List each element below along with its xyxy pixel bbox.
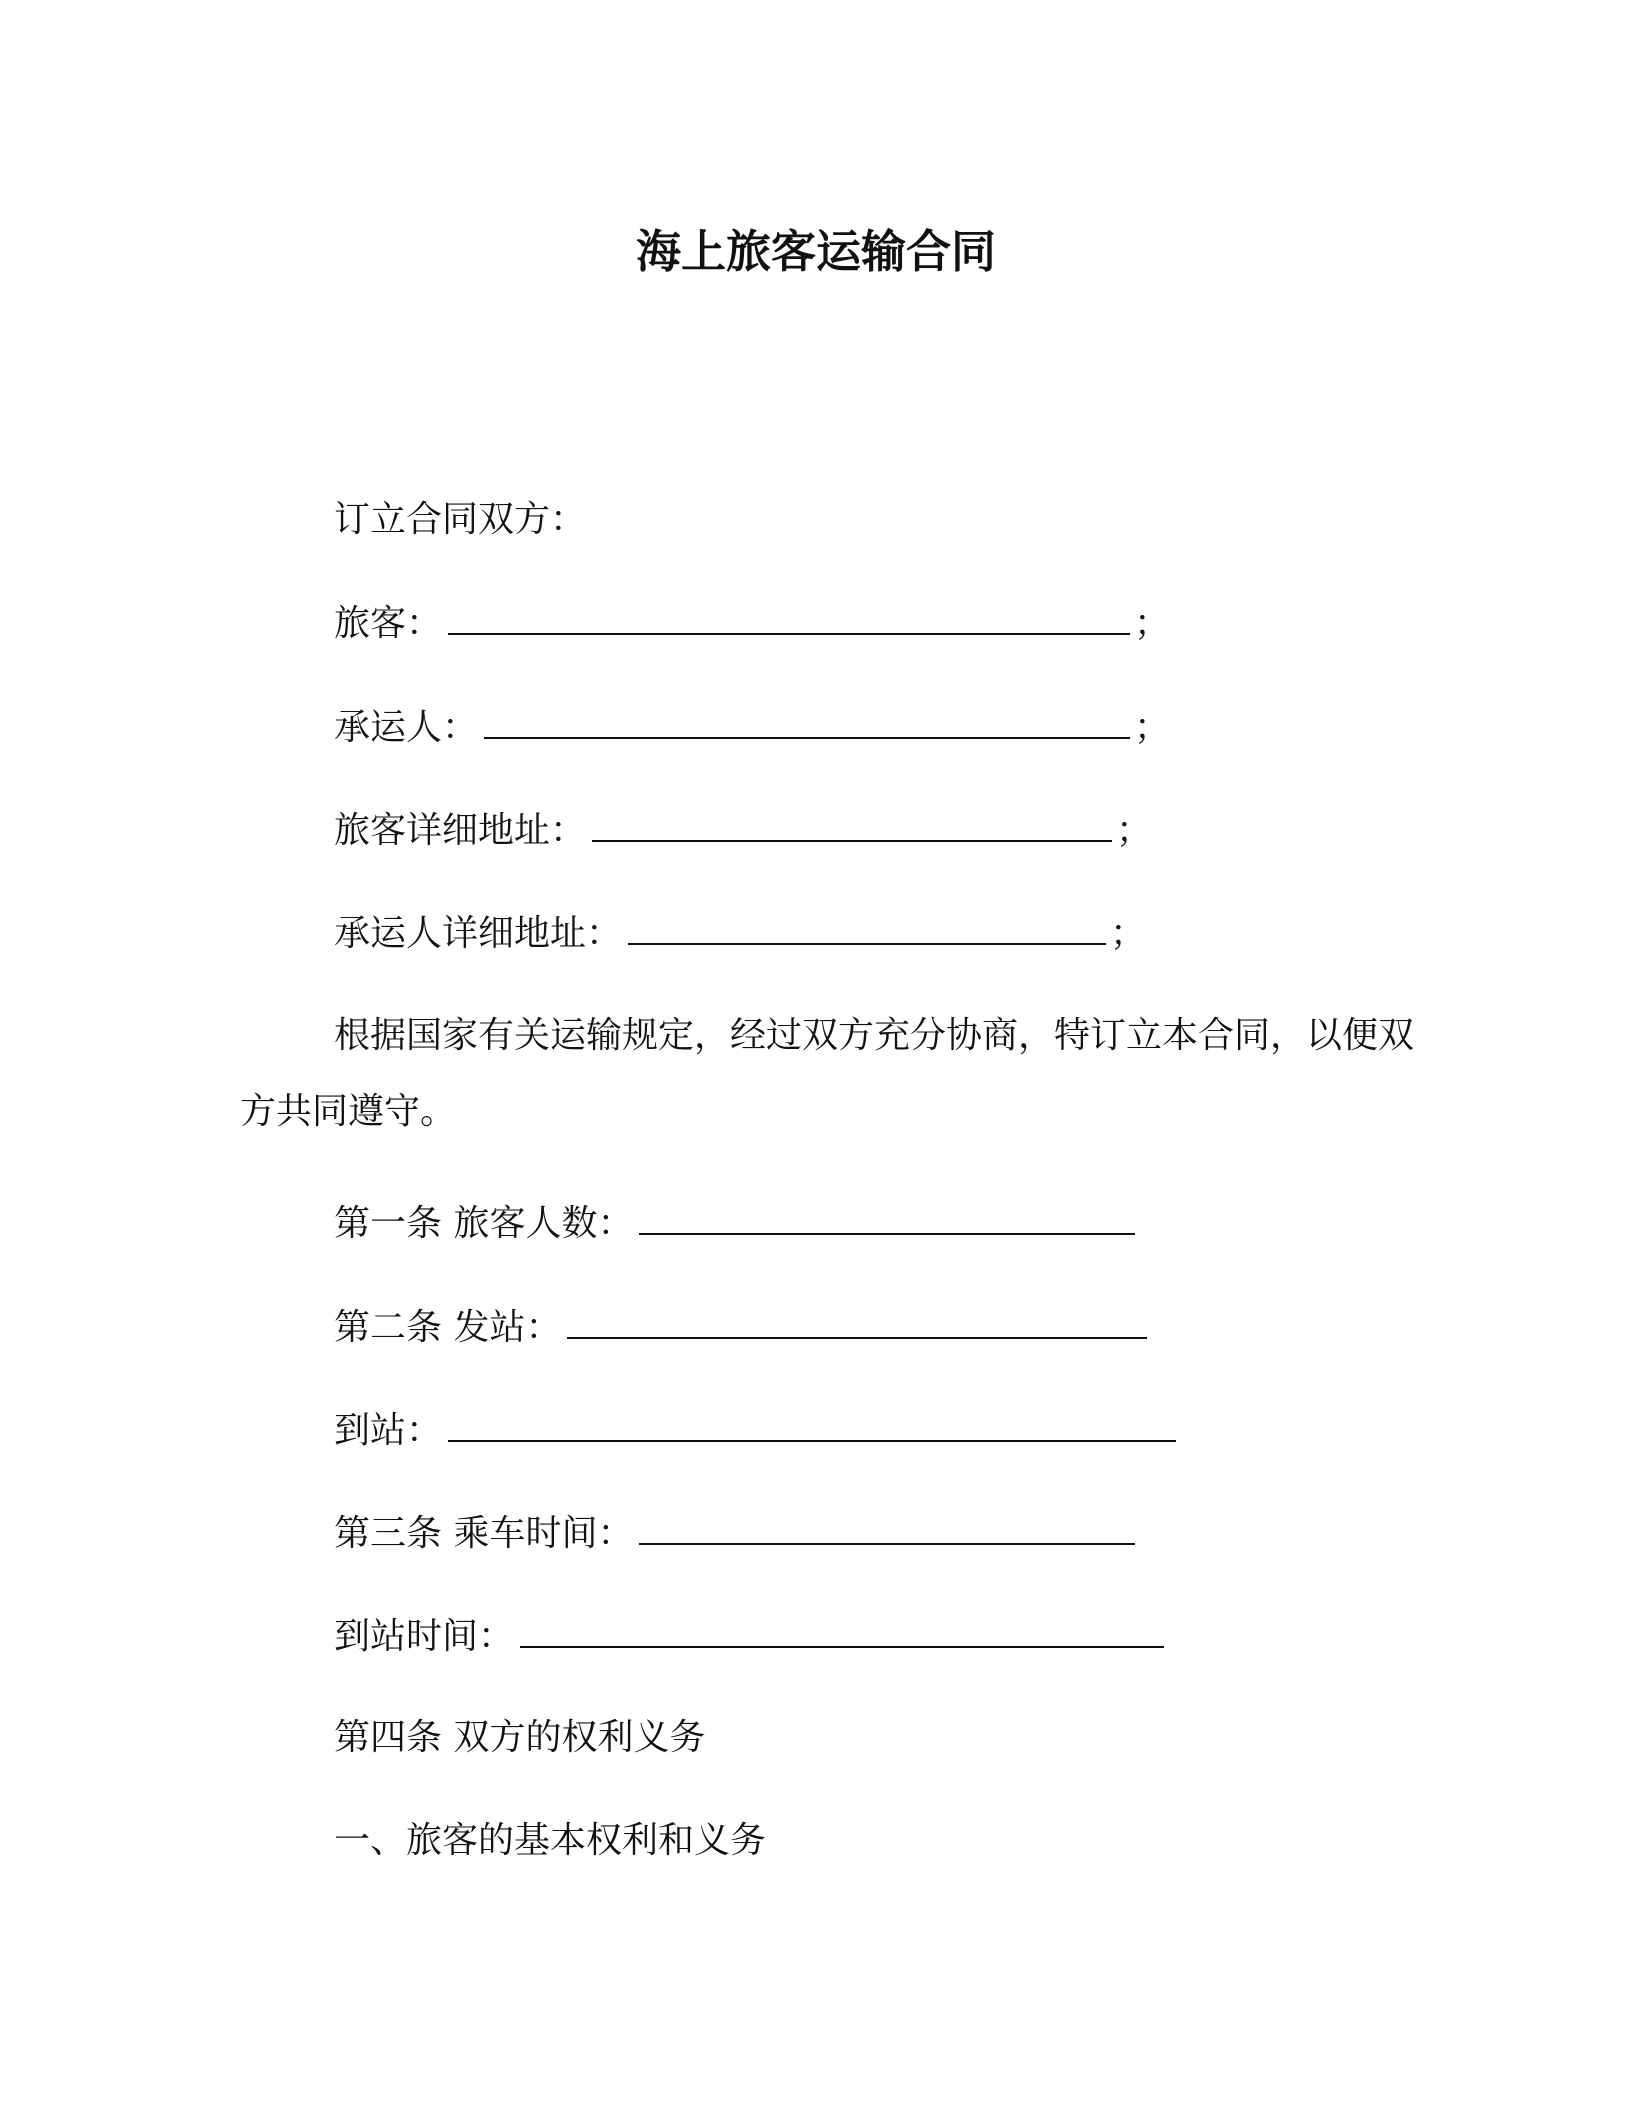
- fill-in-blank: [628, 909, 1106, 945]
- article-4-heading: 第四条 双方的权利义务: [334, 1717, 706, 1758]
- fill-in-blank: [639, 1509, 1135, 1545]
- article-label: 到站时间：: [334, 1616, 515, 1657]
- fill-in-blank: [448, 1406, 1176, 1442]
- fill-in-blank: [520, 1612, 1164, 1648]
- article-label: 第三条 乘车时间：: [334, 1513, 634, 1554]
- fill-in-blank: [448, 599, 1130, 635]
- intro-paragraph: 根据国家有关运输规定，经过双方充分协商，特订立本合同，以便双方共同遵守。: [240, 1015, 1415, 1132]
- article-label: 第二条 发站：: [334, 1307, 562, 1348]
- article-3: [334, 1509, 1135, 1559]
- field-suffix: ；: [1134, 707, 1171, 748]
- field-passenger: [334, 599, 1170, 649]
- article-1: [334, 1199, 1135, 1249]
- field-label: 承运人详细地址：: [334, 913, 623, 954]
- document-title: 海上旅客运输合同: [635, 225, 996, 278]
- article-2: [334, 1303, 1147, 1353]
- field-label: 旅客：: [334, 603, 443, 644]
- article-3-arrival-time: [334, 1612, 1164, 1662]
- field-label: 承运人：: [334, 707, 479, 748]
- article-label: 第一条 旅客人数：: [334, 1203, 634, 1244]
- fill-in-blank: [567, 1303, 1147, 1339]
- fill-in-blank: [639, 1199, 1135, 1235]
- field-passenger-address: [334, 806, 1152, 856]
- fill-in-blank: [592, 806, 1112, 842]
- field-label: 旅客详细地址：: [334, 810, 587, 851]
- parties-heading: 订立合同双方：: [334, 499, 587, 540]
- fill-in-blank: [484, 703, 1130, 739]
- field-carrier: [334, 703, 1170, 753]
- field-suffix: ；: [1116, 810, 1153, 851]
- field-suffix: ；: [1110, 913, 1147, 954]
- article-2-arrival: [334, 1406, 1176, 1456]
- field-suffix: ；: [1134, 603, 1171, 644]
- article-label: 到站：: [334, 1410, 443, 1451]
- section-1-heading: 一、旅客的基本权利和义务: [334, 1820, 767, 1861]
- field-carrier-address: [334, 909, 1146, 959]
